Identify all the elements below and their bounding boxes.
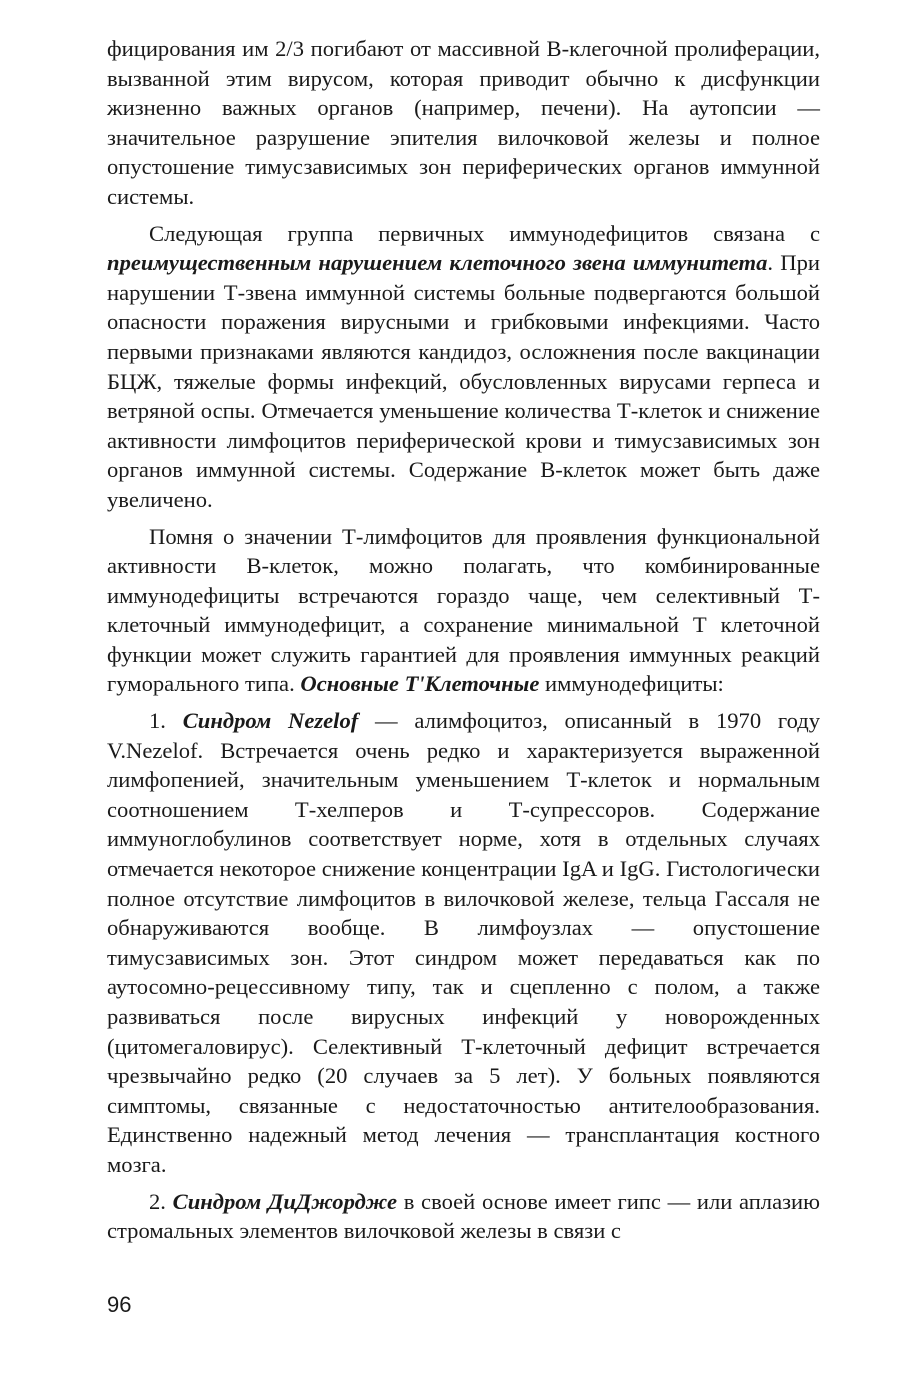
paragraph-5-text: в своей основе имеет гипс — или аплазию стромальных элементов вилочковой железы в связи с — [107, 1188, 821, 1244]
paragraph-5 — [107, 1187, 820, 1246]
paragraph-2-text-b: . При нарушении Т-звена иммунной системы больные подвергаются большой опасности поражения вирусными и грибковыми инфекциями. Часто первыми признаками являются кандидоз, осложнения после вакцинации БЦЖ, тяжелые формы инфекций, обусловленных вирусами герпеса и ветряной оспы. Отмечается уменьшение количества Т-клеток и снижение активности лимфоцитов периферической крови и тимусзависимых зон органов иммунной системы. Содержание В-клеток может быть даже увеличено. — [107, 250, 820, 512]
paragraph-3 — [107, 522, 820, 700]
paragraph-1-text: фицирования им 2/3 погибают от массивной В-клегочной пролиферации, вызванной этим вирусом, которая приводит обычно к дисфункции жизненно важных органов (например, печени). На аутопсии — значительное разрушение эпителия вилочковой железы и полное опустошение тимусзависимых зон периферических органов иммунной системы. — [107, 36, 820, 209]
paragraph-3-emphasis: Основные Т'Клеточные — [300, 671, 540, 697]
paragraph-4-number: 1. — [149, 708, 183, 734]
paragraph-1 — [107, 34, 820, 212]
paragraph-4-text: — алимфоцитоз, описанный в 1970 году V.Nezelof. Встречается очень редко и характеризуется выраженной лимфопенией, значительным уменьшением Т-клеток и нормальным соотношением Т-хелперов и Т-супрессоров. Содержание иммуноглобулинов соответствует норме, хотя в отдельных случаях отмечается некоторое снижение концентрации IgA и IgG. Гистологически полное отсутствие лимфоцитов в вилочковой железе, тельца Гассаля не обнаруживаются вообще. В лимфоузлах — опустошение тимусзависимых зон. Этот синдром может передаваться как по аутосомно-рецессивному типу, так и сцепленно с полом, а также развиваться после вирусных инфекций у новорожденных (цитомегаловирус). Селективный Т-клеточный дефицит встречается чрезвычайно редко (20 случаев за 5 лет). У больных появляются симптомы, связанные с недостаточностью антителообразования. Единственно надежный метод лечения — трансплантация костного мозга. — [107, 708, 821, 1177]
paragraph-2-text-a: Следующая группа первичных иммунодефицитов связана с — [149, 220, 820, 246]
paragraph-4-term: Синдром Nezelof — [182, 708, 359, 734]
paragraph-4 — [107, 706, 820, 1180]
paragraph-3-text-a: Помня о значении Т-лимфоцитов для проявления функциональной активности В-клеток, можно полагать, что комбинированные иммунодефициты встречаются гораздо чаще, чем селективный Т-клеточный иммунодефицит, а сохранение минимальной Т клеточной функции может служить гарантией для проявления иммунных реакций гуморального типа. — [107, 523, 820, 697]
paragraph-2-emphasis: преимущественным нарушением клеточного звена иммунитета — [107, 250, 768, 276]
document-body — [107, 34, 820, 1253]
paragraph-3-text-b: иммунодефициты: — [539, 671, 724, 697]
paragraph-5-number: 2. — [149, 1188, 173, 1214]
paragraph-5-term: Синдром ДиДжордже — [172, 1188, 398, 1214]
page-number: 96 — [107, 1292, 132, 1317]
paragraph-2 — [107, 219, 820, 515]
